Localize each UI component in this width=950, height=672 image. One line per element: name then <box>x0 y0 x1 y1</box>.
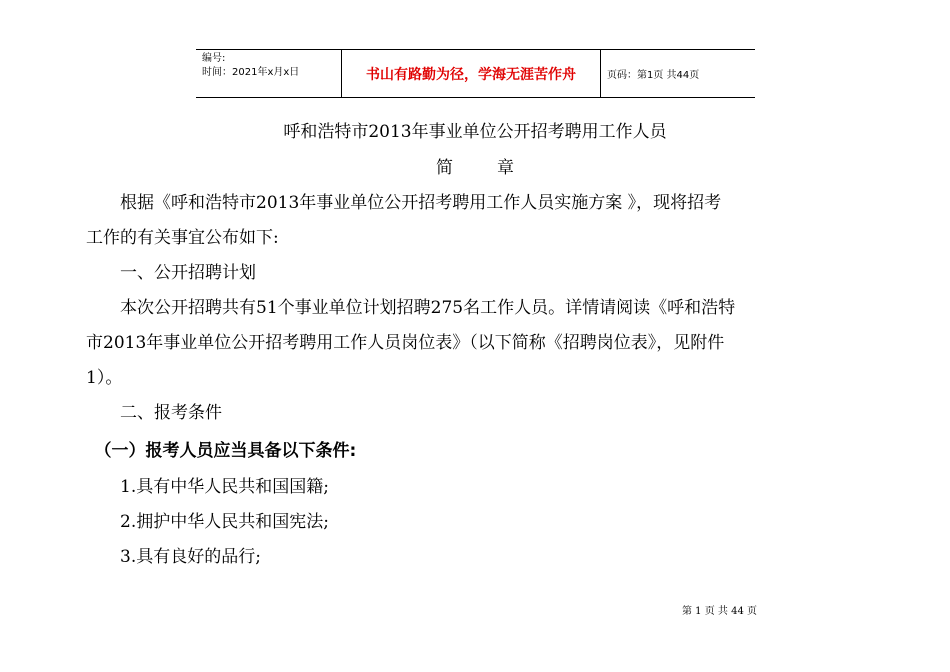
time-label: 时间：2021年x月x日 <box>202 67 300 78</box>
paragraph-line: 1）。 <box>86 368 123 388</box>
header-page-code <box>601 50 755 97</box>
list-item: 1.具有中华人民共和国国籍; <box>86 477 329 497</box>
header-motto-cell <box>341 50 601 97</box>
document-header <box>196 49 755 98</box>
number-label: 编号: <box>202 53 226 64</box>
page-footer: 第 1 页 共 44 页 <box>682 606 757 617</box>
section-heading: 二、报考条件 <box>86 403 222 423</box>
paragraph-line: 市2013年事业单位公开招考聘用工作人员岗位表》（以下简称《招聘岗位表》，见附件 <box>86 333 725 353</box>
paragraph-line: 根据《呼和浩特市2013年事业单位公开招考聘用工作人员实施方案 》，现将招考 <box>86 193 722 213</box>
document-title: 呼和浩特市2013年事业单位公开招考聘用工作人员 <box>283 122 667 142</box>
paragraph-line: 工作的有关事宜公布如下: <box>86 228 279 248</box>
section-heading: 一、公开招聘计划 <box>86 263 256 283</box>
header-meta <box>196 50 341 97</box>
list-item: 2.拥护中华人民共和国宪法; <box>86 512 329 532</box>
list-item: 3.具有良好的品行; <box>86 547 261 567</box>
subsection-heading: （一）报考人员应当具备以下条件: <box>86 441 357 461</box>
document-subtitle: 简章 <box>436 158 558 178</box>
paragraph-line: 本次公开招聘共有51个事业单位计划招聘275名工作人员。详情请阅读《呼和浩特 <box>86 298 736 318</box>
page-code-text: 页码：第1页 共44页 <box>607 70 700 81</box>
motto-text: 书山有路勤为径，学海无涯苦作舟 <box>366 66 576 83</box>
